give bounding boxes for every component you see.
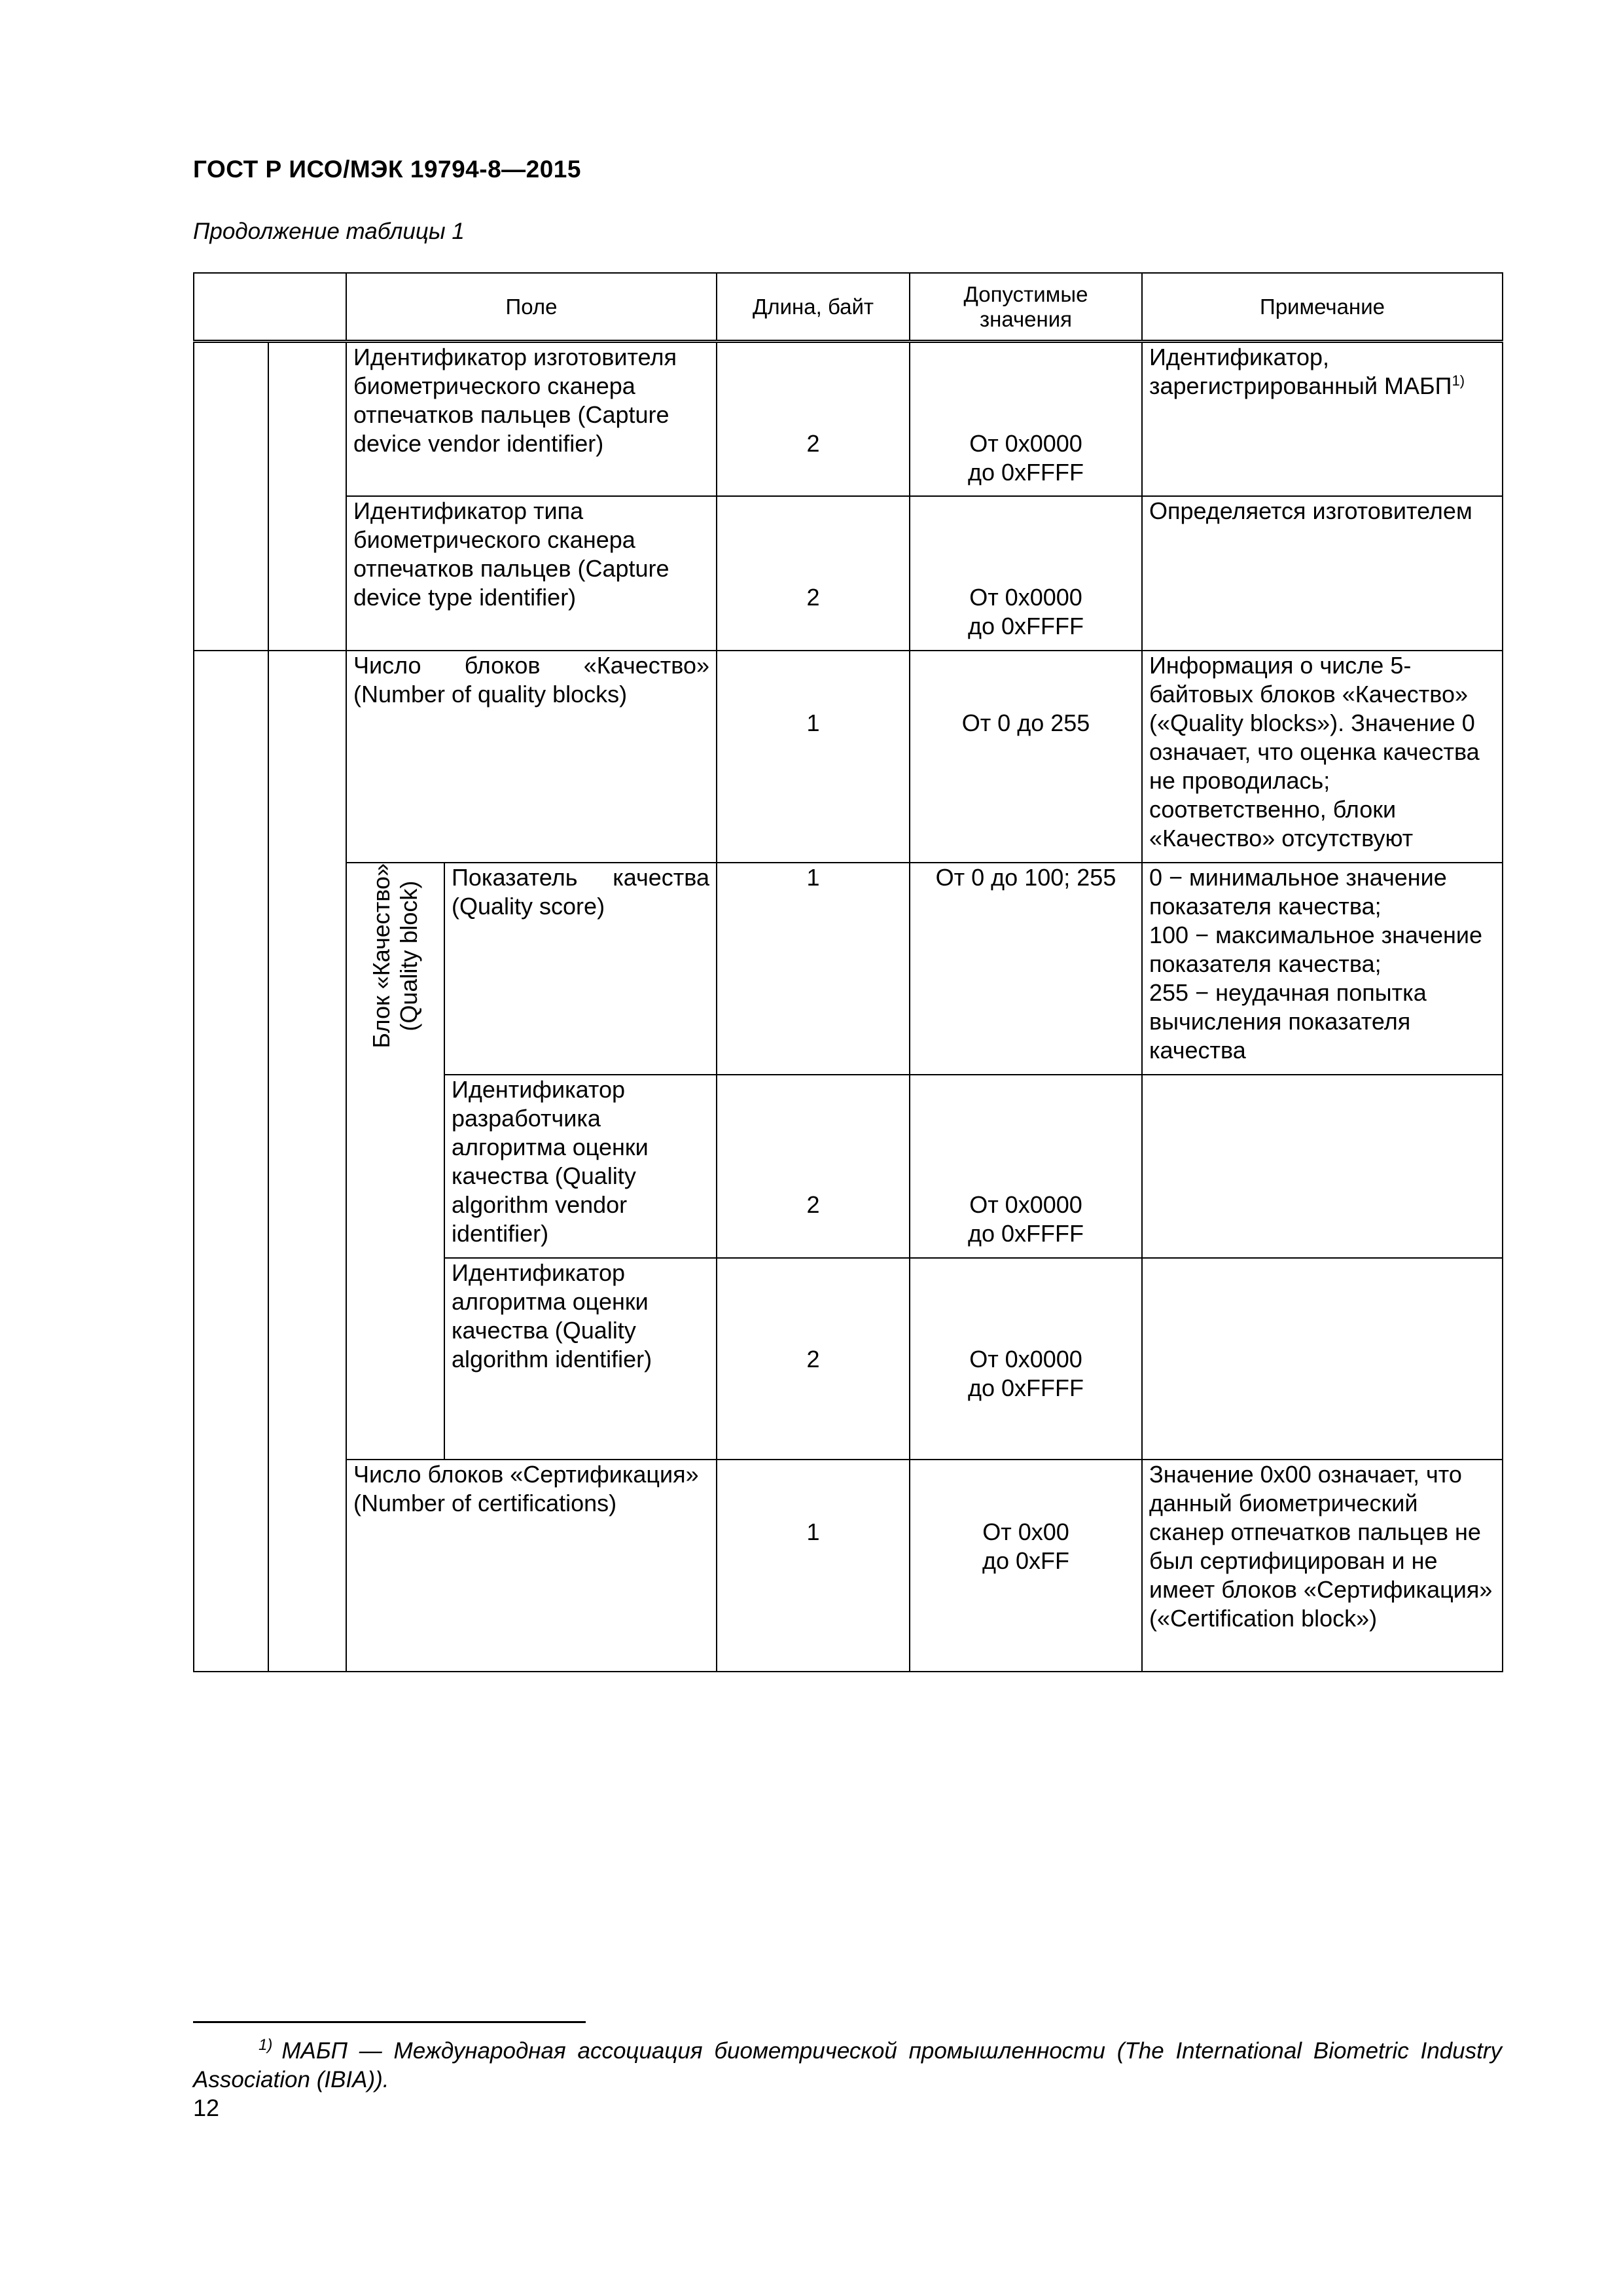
note-cell	[1142, 342, 1503, 496]
length-cell: 1	[717, 863, 910, 1075]
values-cell: От 0x0000 до 0xFFFF	[910, 342, 1142, 496]
header-length: Длина, байт	[717, 273, 910, 342]
page-number: 12	[193, 2094, 220, 2121]
field-cell: Идентификатор алгоритма оценки качества (Quality algorithm identifier)	[444, 1258, 717, 1460]
field-cell: Показатель качества (Quality score)	[444, 863, 717, 1075]
note-cell	[1142, 1075, 1503, 1258]
field-cell: Идентификатор типа биометрического сканера отпечатков пальцев (Capture device type identifier)	[346, 496, 717, 651]
table-row	[194, 496, 1503, 651]
footnote-divider	[193, 2021, 586, 2023]
footnote	[193, 2037, 1502, 2094]
table-row	[194, 863, 1503, 1075]
note-cell: Информация о числе 5-байтовых блоков «Качество» («Quality blocks»). Значение 0 означает, что оценка качества не проводилась; соответственно, блоки «Качество» отсутствуют	[1142, 651, 1503, 863]
values-cell: От 0 до 100; 255	[910, 863, 1142, 1075]
quality-block-cell	[346, 863, 444, 1460]
indent-cell	[268, 651, 346, 1672]
footnote-reference: 1)	[1452, 372, 1465, 389]
indent-cell	[268, 342, 346, 651]
note-cell: Значение 0x00 означает, что данный биометрический сканер отпечатков пальцев не был сертифицирован и не имеет блоков «Сертификация» («Certification block»)	[1142, 1460, 1503, 1672]
indent-cell	[194, 651, 268, 1672]
length-cell: 1	[717, 1460, 910, 1672]
header-empty-cell	[194, 273, 346, 342]
values-cell: От 0x0000 до 0xFFFF	[910, 1075, 1142, 1258]
values-cell: От 0x0000 до 0xFFFF	[910, 496, 1142, 651]
indent-cell	[194, 342, 268, 651]
values-cell: От 0 до 255	[910, 651, 1142, 863]
header-note: Примечание	[1142, 273, 1503, 342]
field-cell: Идентификатор изготовителя биометрического сканера отпечатков пальцев (Capture device vendor identifier)	[346, 342, 717, 496]
note-cell: Определяется изготовителем	[1142, 496, 1503, 651]
field-cell: Число блоков «Сертификация» (Number of certifications)	[346, 1460, 717, 1672]
fields-table	[193, 272, 1503, 1672]
table-row	[194, 651, 1503, 863]
table-continuation-caption: Продолжение таблицы 1	[193, 219, 465, 244]
note-cell	[1142, 1258, 1503, 1460]
length-cell: 2	[717, 1075, 910, 1258]
length-cell: 2	[717, 342, 910, 496]
header-field: Поле	[346, 273, 717, 342]
length-cell: 2	[717, 496, 910, 651]
header-values: Допустимые значения	[910, 273, 1142, 342]
values-cell: От 0x0000 до 0xFFFF	[910, 1258, 1142, 1460]
field-cell: Идентификатор разработчика алгоритма оценки качества (Quality algorithm vendor identifier)	[444, 1075, 717, 1258]
footnote-text: МАБП — Международная ассоциация биометрической промышленности (The International Biometric Industry Association (IBIA)).	[193, 2038, 1502, 2092]
values-cell: От 0x00 до 0xFF	[910, 1460, 1142, 1672]
note-text: Идентификатор, зарегистрированный МАБП	[1149, 344, 1452, 399]
table-row	[194, 342, 1503, 496]
length-cell: 2	[717, 1258, 910, 1460]
table-row	[194, 1460, 1503, 1672]
footnote-mark: 1)	[259, 2036, 273, 2054]
length-cell: 1	[717, 651, 910, 863]
table-header-row	[194, 273, 1503, 342]
field-cell: Число блоков «Качество» (Number of quality blocks)	[346, 651, 717, 863]
quality-block-label: Блок «Качество» (Quality block)	[368, 863, 422, 1049]
note-cell: 0 − минимальное значение показателя качества; 100 − максимальное значение показателя качества; 255 − неудачная попытка вычисления показателя качества	[1142, 863, 1503, 1075]
page-title: ГОСТ Р ИСО/МЭК 19794-8—2015	[193, 156, 581, 183]
